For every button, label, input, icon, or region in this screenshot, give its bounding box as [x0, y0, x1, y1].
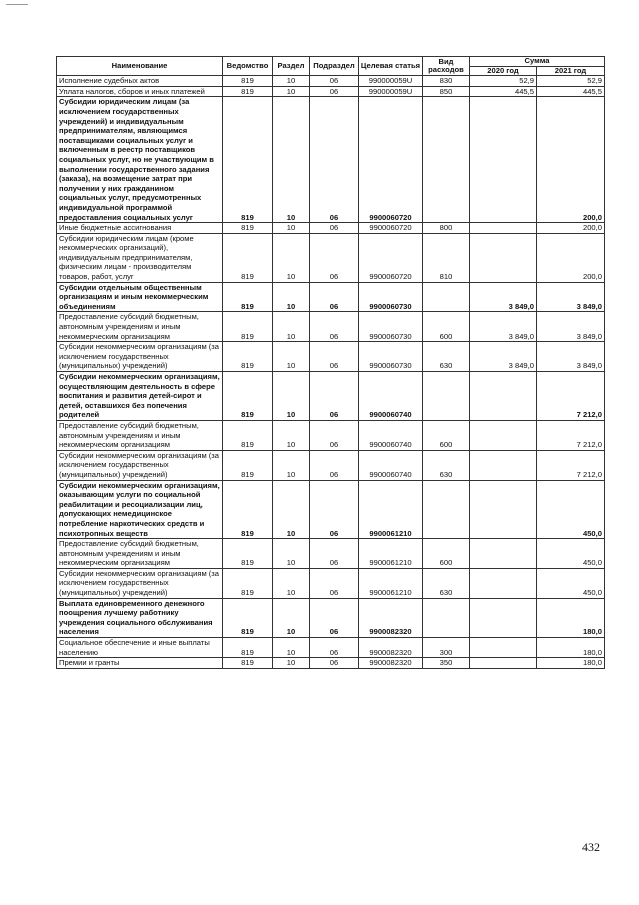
- cell-expense: 830: [423, 76, 470, 87]
- table-row: [57, 420, 605, 450]
- cell-target: 9900060720: [359, 223, 423, 234]
- table-row: [57, 342, 605, 372]
- cell-expense: [423, 480, 470, 539]
- cell-section: 10: [273, 282, 310, 312]
- header-expense: Вид расходов: [423, 57, 470, 76]
- cell-sum-2020: [470, 568, 537, 598]
- header-year-2021: 2021 год: [537, 66, 605, 76]
- cell-subsection: 06: [310, 420, 359, 450]
- cell-department: 819: [223, 598, 273, 637]
- cell-expense: [423, 97, 470, 223]
- cell-name: Исполнение судебных актов: [57, 76, 223, 87]
- cell-sum-2021: 450,0: [537, 539, 605, 569]
- cell-section: 10: [273, 420, 310, 450]
- cell-target: 9900082320: [359, 598, 423, 637]
- cell-expense: 810: [423, 233, 470, 282]
- cell-sum-2021: 3 849,0: [537, 282, 605, 312]
- cell-section: 10: [273, 223, 310, 234]
- cell-sum-2020: [470, 450, 537, 480]
- cell-sum-2021: 7 212,0: [537, 420, 605, 450]
- cell-expense: 850: [423, 86, 470, 97]
- cell-section: 10: [273, 97, 310, 223]
- cell-target: 9900060740: [359, 450, 423, 480]
- cell-section: 10: [273, 86, 310, 97]
- cell-sum-2020: [470, 420, 537, 450]
- cell-section: 10: [273, 450, 310, 480]
- cell-target: 9900060740: [359, 372, 423, 421]
- cell-sum-2021: 200,0: [537, 223, 605, 234]
- table-row: [57, 312, 605, 342]
- cell-target: 990000059U: [359, 86, 423, 97]
- table-row: [57, 638, 605, 658]
- cell-target: 9900082320: [359, 638, 423, 658]
- cell-target: 990000059U: [359, 76, 423, 87]
- cell-section: 10: [273, 233, 310, 282]
- cell-sum-2021: 180,0: [537, 658, 605, 669]
- cell-sum-2021: 180,0: [537, 638, 605, 658]
- cell-sum-2020: [470, 539, 537, 569]
- cell-target: 9900060740: [359, 420, 423, 450]
- cell-subsection: 06: [310, 539, 359, 569]
- cell-department: 819: [223, 372, 273, 421]
- cell-sum-2020: [470, 97, 537, 223]
- cell-name: Премии и гранты: [57, 658, 223, 669]
- cell-department: 819: [223, 312, 273, 342]
- cell-subsection: 06: [310, 638, 359, 658]
- header-name: Наименование: [57, 57, 223, 76]
- cell-subsection: 06: [310, 223, 359, 234]
- cell-sum-2021: 52,9: [537, 76, 605, 87]
- cell-sum-2021: 180,0: [537, 598, 605, 637]
- table-row: [57, 372, 605, 421]
- table-row: [57, 76, 605, 87]
- cell-expense: 600: [423, 312, 470, 342]
- cell-subsection: 06: [310, 598, 359, 637]
- cell-section: 10: [273, 568, 310, 598]
- cell-name: Субсидии некоммерческим организациям (за исключением государственных (муниципальных) учреждений): [57, 450, 223, 480]
- header-sum: Сумма: [470, 57, 605, 67]
- header-year-2020: 2020 год: [470, 66, 537, 76]
- cell-name: Социальное обеспечение и иные выплаты населению: [57, 638, 223, 658]
- cell-subsection: 06: [310, 76, 359, 87]
- cell-subsection: 06: [310, 86, 359, 97]
- cell-sum-2020: [470, 658, 537, 669]
- cell-expense: [423, 598, 470, 637]
- cell-subsection: 06: [310, 312, 359, 342]
- cell-expense: 800: [423, 223, 470, 234]
- cell-target: 9900060730: [359, 282, 423, 312]
- cell-target: 9900060730: [359, 342, 423, 372]
- cell-name: Субсидии некоммерческим организациям (за исключением государственных (муниципальных) учреждений): [57, 342, 223, 372]
- header-subsection: Подраздел: [310, 57, 359, 76]
- cell-target: 9900060720: [359, 233, 423, 282]
- cell-department: 819: [223, 233, 273, 282]
- cell-department: 819: [223, 282, 273, 312]
- cell-subsection: 06: [310, 233, 359, 282]
- cell-target: 9900061210: [359, 480, 423, 539]
- cell-section: 10: [273, 480, 310, 539]
- cell-name: Субсидии отдельным общественным организациям и иным некоммерческим объединениям: [57, 282, 223, 312]
- table-row: [57, 233, 605, 282]
- cell-section: 10: [273, 342, 310, 372]
- cell-name: Субсидии юридическим лицам (кроме некоммерческих организаций), индивидуальным предпринимателям, физическим лицам - производителям товаров, работ, услуг: [57, 233, 223, 282]
- cell-department: 819: [223, 539, 273, 569]
- cell-expense: 600: [423, 539, 470, 569]
- table-row: [57, 223, 605, 234]
- header-section: Раздел: [273, 57, 310, 76]
- table-row: [57, 539, 605, 569]
- cell-expense: 600: [423, 420, 470, 450]
- table-row: [57, 450, 605, 480]
- table-row: [57, 658, 605, 669]
- cell-name: Субсидии юридическим лицам (за исключением государственных учреждений) и индивидуальным предпринимателям, являющимся поставщиками социальных услуг и включенным в реестр поставщиков социальных услуг, но не участвующим в выполнении государственного задания (заказа), на возмещение затрат при получении у них гражданином социальных услуг, предусмотренных индивидуальной программой предоставления социальных услуг: [57, 97, 223, 223]
- cell-name: Субсидии некоммерческим организациям, оказывающим услуги по социальной реабилитации и ресоциализации лиц, допускающих немедицинское потребление наркотических средств и психотропных веществ: [57, 480, 223, 539]
- cell-subsection: 06: [310, 480, 359, 539]
- cell-sum-2020: [470, 598, 537, 637]
- cell-section: 10: [273, 598, 310, 637]
- cell-name: Уплата налогов, сборов и иных платежей: [57, 86, 223, 97]
- cell-department: 819: [223, 97, 273, 223]
- cell-expense: 350: [423, 658, 470, 669]
- table-header: [57, 57, 605, 76]
- cell-department: 819: [223, 658, 273, 669]
- cell-name: Предоставление субсидий бюджетным, автономным учреждениям и иным некоммерческим организациям: [57, 420, 223, 450]
- table-row: [57, 568, 605, 598]
- cell-sum-2020: 52,9: [470, 76, 537, 87]
- header-target: Целевая статья: [359, 57, 423, 76]
- cell-subsection: 06: [310, 658, 359, 669]
- cell-sum-2020: [470, 223, 537, 234]
- budget-table: [56, 56, 605, 669]
- cell-expense: 630: [423, 342, 470, 372]
- header-department: Ведомство: [223, 57, 273, 76]
- cell-sum-2021: 450,0: [537, 480, 605, 539]
- cell-section: 10: [273, 539, 310, 569]
- cell-sum-2021: 200,0: [537, 233, 605, 282]
- cell-subsection: 06: [310, 282, 359, 312]
- cell-sum-2020: [470, 638, 537, 658]
- table-row: [57, 86, 605, 97]
- cell-sum-2020: 3 849,0: [470, 282, 537, 312]
- cell-department: 819: [223, 480, 273, 539]
- cell-sum-2021: 3 849,0: [537, 312, 605, 342]
- cell-department: 819: [223, 76, 273, 87]
- cell-sum-2021: 200,0: [537, 97, 605, 223]
- cell-expense: [423, 372, 470, 421]
- cell-section: 10: [273, 76, 310, 87]
- cell-target: 9900061210: [359, 539, 423, 569]
- cell-section: 10: [273, 638, 310, 658]
- cell-target: 9900082320: [359, 658, 423, 669]
- table-body: [57, 76, 605, 669]
- cell-expense: 630: [423, 568, 470, 598]
- cell-department: 819: [223, 450, 273, 480]
- cell-sum-2021: 450,0: [537, 568, 605, 598]
- cell-subsection: 06: [310, 450, 359, 480]
- cell-expense: [423, 282, 470, 312]
- cell-department: 819: [223, 342, 273, 372]
- table-row: [57, 598, 605, 637]
- cell-name: Субсидии некоммерческим организациям, осуществляющим деятельность в сфере воспитания и развития детей-сирот и детей, оставшихся без попечения родителей: [57, 372, 223, 421]
- table-row: [57, 480, 605, 539]
- cell-expense: 630: [423, 450, 470, 480]
- cell-name: Субсидии некоммерческим организациям (за исключением государственных (муниципальных) учреждений): [57, 568, 223, 598]
- cell-sum-2020: 3 849,0: [470, 342, 537, 372]
- cell-expense: 300: [423, 638, 470, 658]
- cell-target: 9900060730: [359, 312, 423, 342]
- cell-department: 819: [223, 638, 273, 658]
- cell-subsection: 06: [310, 372, 359, 421]
- cell-subsection: 06: [310, 97, 359, 223]
- cell-sum-2020: 3 849,0: [470, 312, 537, 342]
- scan-artifact: [6, 4, 28, 5]
- cell-section: 10: [273, 658, 310, 669]
- cell-name: Предоставление субсидий бюджетным, автономным учреждениям и иным некоммерческим организациям: [57, 539, 223, 569]
- cell-subsection: 06: [310, 342, 359, 372]
- cell-department: 819: [223, 420, 273, 450]
- cell-sum-2021: 7 212,0: [537, 372, 605, 421]
- cell-sum-2021: 445,5: [537, 86, 605, 97]
- table-row: [57, 282, 605, 312]
- cell-section: 10: [273, 372, 310, 421]
- cell-sum-2020: [470, 372, 537, 421]
- cell-subsection: 06: [310, 568, 359, 598]
- cell-sum-2020: [470, 480, 537, 539]
- page-number: 432: [582, 840, 600, 854]
- cell-department: 819: [223, 223, 273, 234]
- cell-name: Выплата единовременного денежного поощрения лучшему работнику учреждения социального обслуживания населения: [57, 598, 223, 637]
- cell-sum-2020: 445,5: [470, 86, 537, 97]
- cell-name: Предоставление субсидий бюджетным, автономным учреждениям и иным некоммерческим организациям: [57, 312, 223, 342]
- cell-section: 10: [273, 312, 310, 342]
- cell-sum-2021: 3 849,0: [537, 342, 605, 372]
- cell-sum-2021: 7 212,0: [537, 450, 605, 480]
- cell-department: 819: [223, 86, 273, 97]
- cell-name: Иные бюджетные ассигнования: [57, 223, 223, 234]
- cell-sum-2020: [470, 233, 537, 282]
- cell-department: 819: [223, 568, 273, 598]
- cell-target: 9900061210: [359, 568, 423, 598]
- cell-target: 9900060720: [359, 97, 423, 223]
- table-row: [57, 97, 605, 223]
